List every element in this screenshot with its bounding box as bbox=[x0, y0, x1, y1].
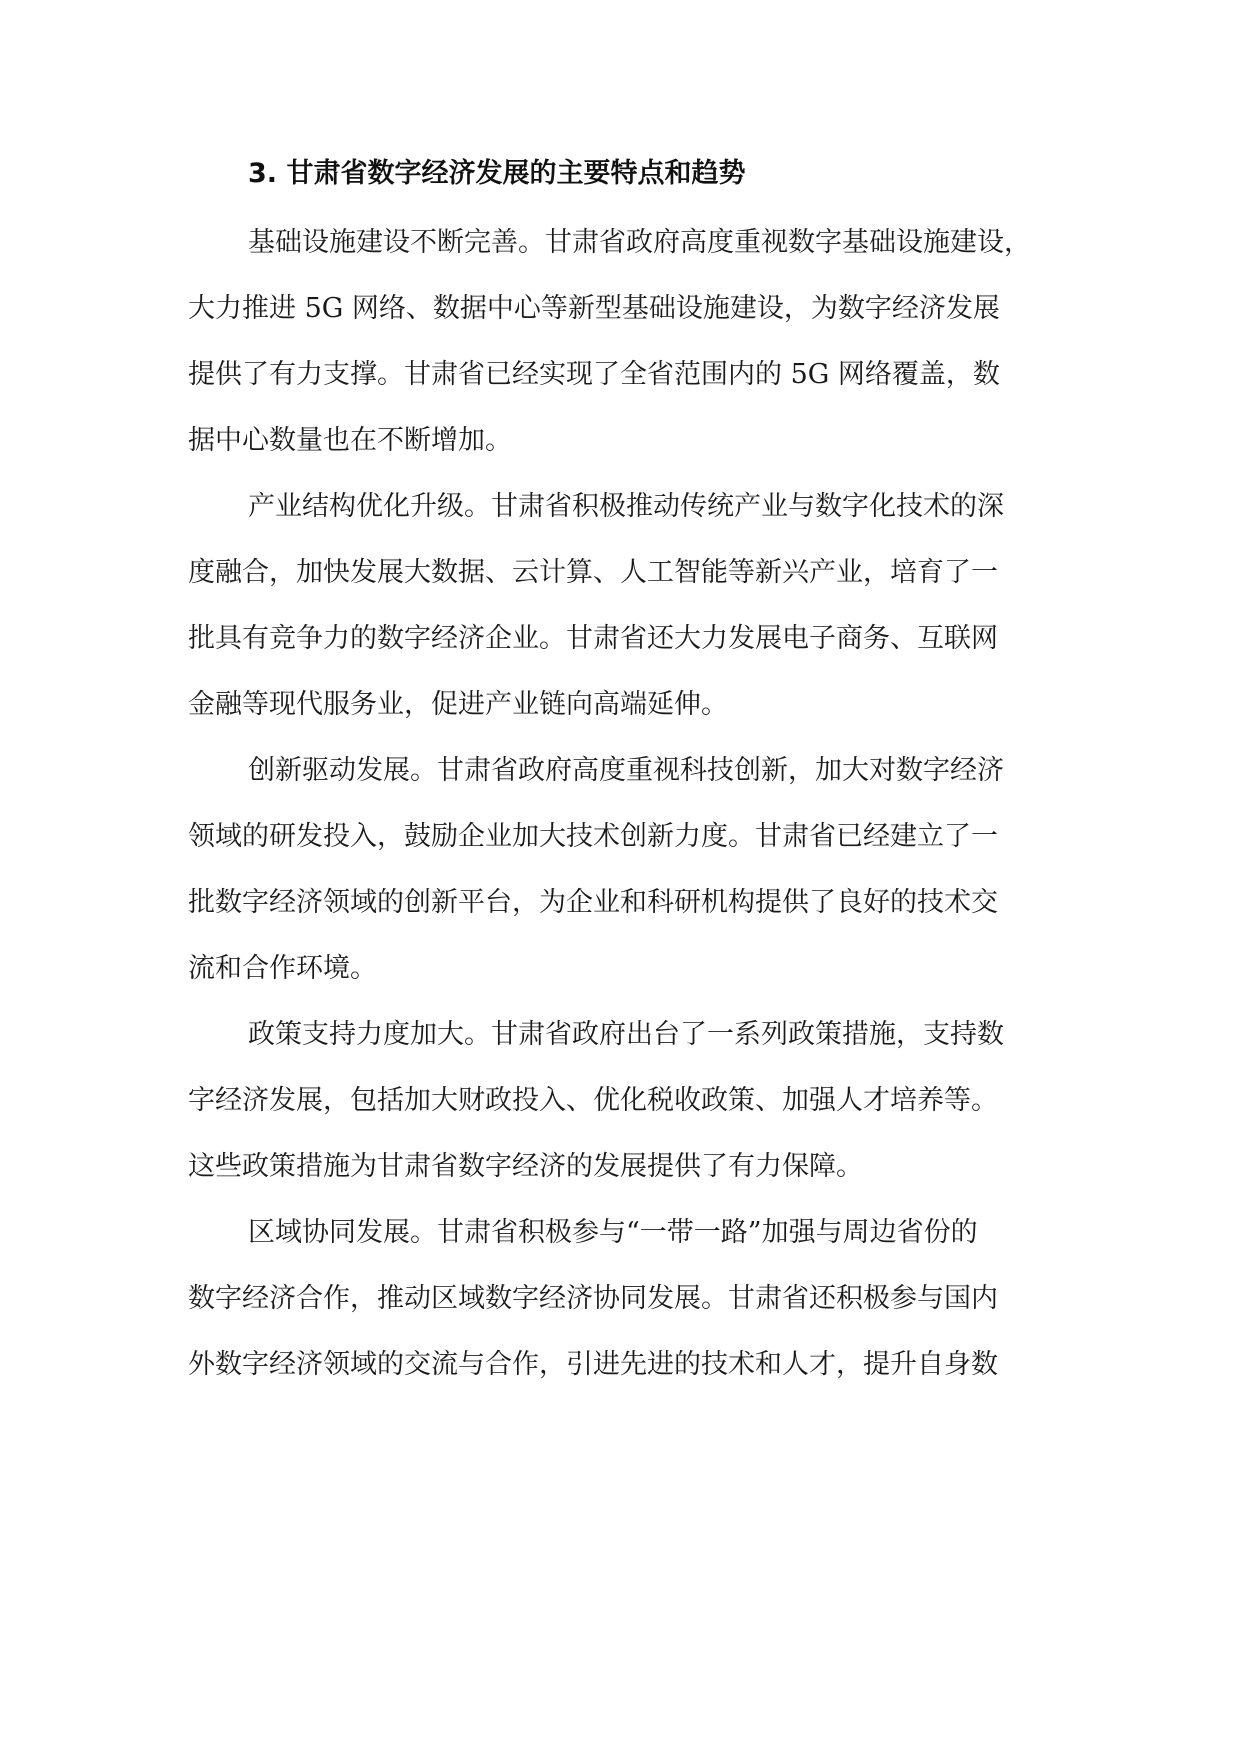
section-heading: 3. 甘肃省数字经济发展的主要特点和趋势 bbox=[248, 158, 746, 189]
paragraph-line: 区域协同发展。甘肃省积极参与“一带一路”加强与周边省份的 bbox=[248, 1217, 978, 1248]
paragraph-line: 批数字经济领域的创新平台，为企业和科研机构提供了良好的技术交 bbox=[188, 887, 998, 918]
paragraph-line: 政策支持力度加大。甘肃省政府出台了一系列政策措施，支持数 bbox=[248, 1019, 1004, 1050]
paragraph-line: 批具有竞争力的数字经济企业。甘肃省还大力发展电子商务、互联网 bbox=[188, 623, 998, 654]
paragraph-line: 大力推进 5G 网络、数据中心等新型基础设施建设，为数字经济发展 bbox=[188, 293, 1000, 324]
paragraph-line: 数字经济合作，推动区域数字经济协同发展。甘肃省还积极参与国内 bbox=[188, 1283, 998, 1314]
paragraph-line: 创新驱动发展。甘肃省政府高度重视科技创新，加大对数字经济 bbox=[248, 755, 1004, 786]
paragraph-line: 这些政策措施为甘肃省数字经济的发展提供了有力保障。 bbox=[188, 1151, 863, 1182]
paragraph-line: 金融等现代服务业，促进产业链向高端延伸。 bbox=[188, 689, 728, 720]
paragraph-line: 基础设施建设不断完善。甘肃省政府高度重视数字基础设施建设， bbox=[248, 227, 1031, 258]
paragraph-line: 产业结构优化升级。甘肃省积极推动传统产业与数字化技术的深 bbox=[248, 491, 1004, 522]
paragraph-line: 提供了有力支撑。甘肃省已经实现了全省范围内的 5G 网络覆盖，数 bbox=[188, 359, 1000, 390]
paragraph-line: 度融合，加快发展大数据、云计算、人工智能等新兴产业，培育了一 bbox=[188, 557, 998, 588]
paragraph-line: 外数字经济领域的交流与合作，引进先进的技术和人才，提升自身数 bbox=[188, 1349, 998, 1380]
paragraph-line: 字经济发展，包括加大财政投入、优化税收政策、加强人才培养等。 bbox=[188, 1085, 998, 1116]
paragraph-line: 领域的研发投入，鼓励企业加大技术创新力度。甘肃省已经建立了一 bbox=[188, 821, 998, 852]
paragraph-line: 流和合作环境。 bbox=[188, 953, 377, 984]
paragraph-line: 据中心数量也在不断增加。 bbox=[188, 425, 512, 456]
